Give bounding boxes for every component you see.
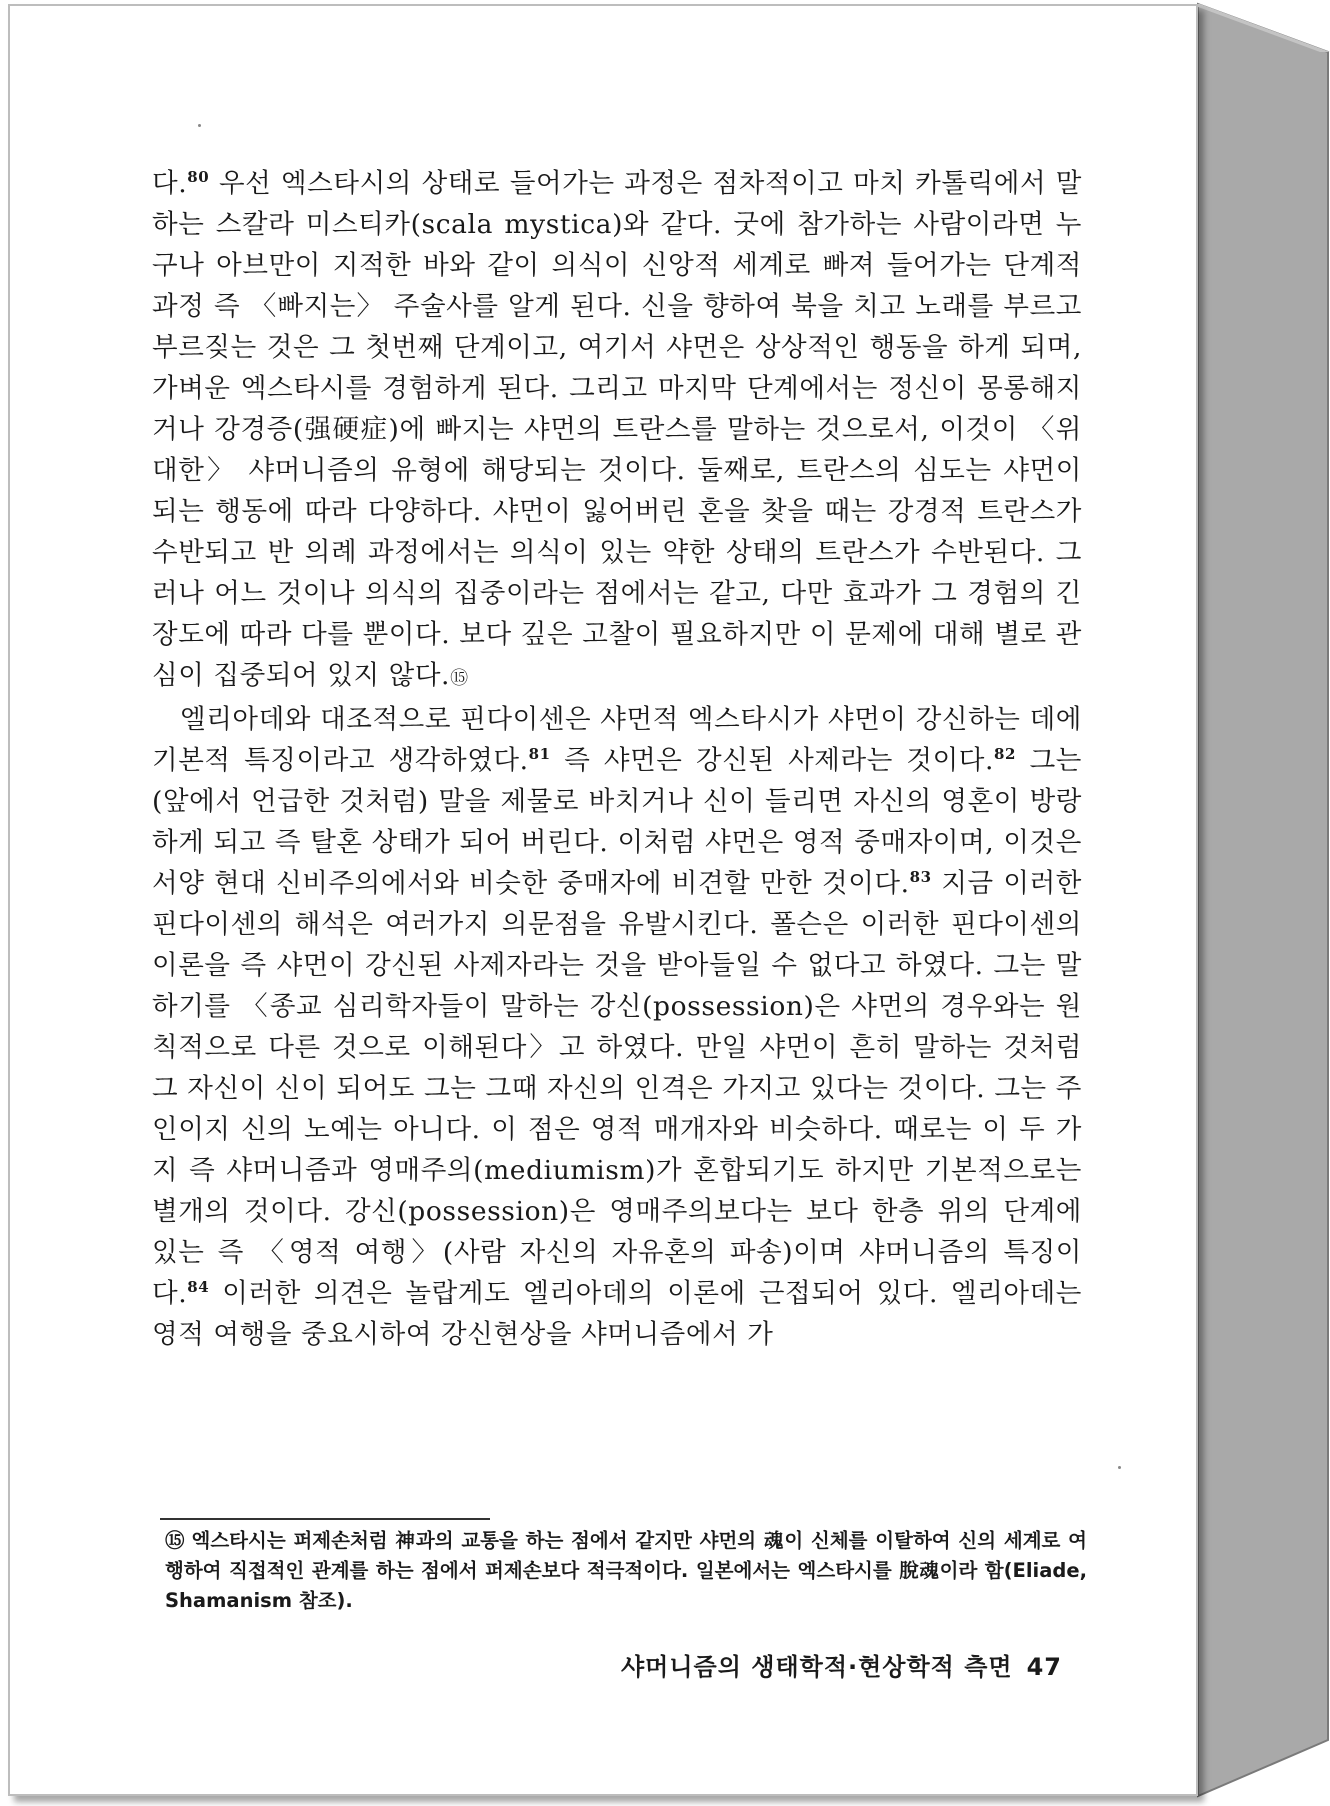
paragraph-1: 다.$^{80}$ 우선 엑스타시의 상태로 들어가는 과정은 점차적이고 마치 카톨릭에서 말하는 스칼라 미스티카(scala mystica)와 같다. 굿에 참가하는 사람이라면 누구나 아브만이 지적한 바와 같이 의식이 신앙적 세계로 빠져 들어가는 단계적 과정 즉 〈빠지는〉 주술사를 알게 된다. 신을 향하여 북을 치고 노래를 부르고 부르짖는 것은 그 첫번째 단계이고, 여기서 샤먼은 상상적인 행동을 하게 되며, 가벼운 엑스타시를 경험하게 된다. 그리고 마지막 단계에서는 정신이 몽롱해지거나 강경증(强硬症)에 빠지는 샤먼의 트란스를 말하는 것으로서, 이것이 〈위대한〉 샤머니즘의 유형에 해당되는 것이다. 둘째로, 트란스의 심도는 샤먼이 되는 행동에 따라 다양하다. 샤먼이 잃어버린 혼을 찾을 때는 강경적 트란스가 수반되고 반 의례 과정에서는 의식이 있는 약한 상태의 트란스가 수반된다. 그러나 어느 것이나 의식의 집중이라는 점에서는 같고, 다만 효과가 그 경험의 긴장도에 따라 다를 뿐이다. 보다 깊은 고찰이 필요하지만 이 문제에 대해 별로 관심이 집중되어 있지 않다.⑮ [152, 168, 1082, 691]
footnote-divider [160, 1518, 490, 1520]
page-footer [621, 1647, 1062, 1682]
scan-speck [1118, 1466, 1121, 1469]
paragraph-2: 엘리아데와 대조적으로 핀다이센은 샤먼적 엑스타시가 샤먼이 강신하는 데에 기본적 특징이라고 생각하였다.$^{81}$ 즉 샤먼은 강신된 사제라는 것이다.$^{82}$ 그는(앞에서 언급한 것처럼) 말을 제물로 바치거나 신이 들리면 자신의 영혼이 방랑하게 되고 즉 탈혼 상태가 되어 버린다. 이처럼 샤먼은 영적 중매자이며, 이것은 서양 현대 신비주의에서와 비슷한 중매자에 비견할 만한 것이다.$^{83}$ 지금 이러한 핀다이센의 해석은 여러가지 의문점을 유발시킨다. 폴슨은 이러한 핀다이센의 이론을 즉 샤먼이 강신된 사제자라는 것을 받아들일 수 없다고 하였다. 그는 말하기를 〈종교 심리학자들이 말하는 강신(possession)은 샤먼의 경우와는 원칙적으로 다른 것으로 이해된다〉고 하였다. 만일 샤먼이 흔히 말하는 것처럼 그 자신이 신이 되어도 그는 그때 자신의 인격은 가지고 있다는 것이다. 그는 주인이지 신의 노예는 아니다. 이 점은 영적 매개자와 비슷하다. 때로는 이 두 가지 즉 샤머니즘과 영매주의(mediumism)가 혼합되기도 하지만 기본적으로는 별개의 것이다. 강신(possession)은 영매주의보다는 보다 한층 위의 단계에 있는 즉 〈영적 여행〉(사람 자신의 자유혼의 파송)이며 샤머니즘의 특징이다.$^{84}$ 이러한 의견은 놀랍게도 엘리아데의 이론에 근접되어 있다. 엘리아데는 영적 여행을 중요시하여 강신현상을 샤머니즘에서 가 [152, 704, 1083, 1350]
footnote-text: 엑스타시는 퍼제손처럼 神과의 교통을 하는 점에서 같지만 샤먼의 魂이 신체를 이탈하여 신의 세계로 여행하여 직접적인 관계를 하는 점에서 퍼제손보다 적극적이다. 일본에서는 엑스타시를 脫魂이라 함(Eliade, Shamanism 참조). [165, 1529, 1087, 1612]
endnote-ref-83: 83 [909, 868, 932, 887]
footnote-ref-15: ⑮ [450, 668, 469, 689]
running-title: 샤머니즘의 생태학적·현상학적 측면 [621, 1653, 1013, 1681]
endnote-ref-80: 80 [187, 168, 210, 187]
endnote-ref-84: 84 [187, 1278, 210, 1297]
footnote [165, 1526, 1087, 1616]
endnote-ref-81: 81 [528, 745, 551, 764]
page-number: 47 [1026, 1653, 1062, 1681]
footnote-number: ⑮ [165, 1529, 186, 1552]
scan-speck [198, 124, 201, 127]
body-text [152, 163, 1082, 1355]
endnote-ref-82: 82 [994, 745, 1017, 764]
